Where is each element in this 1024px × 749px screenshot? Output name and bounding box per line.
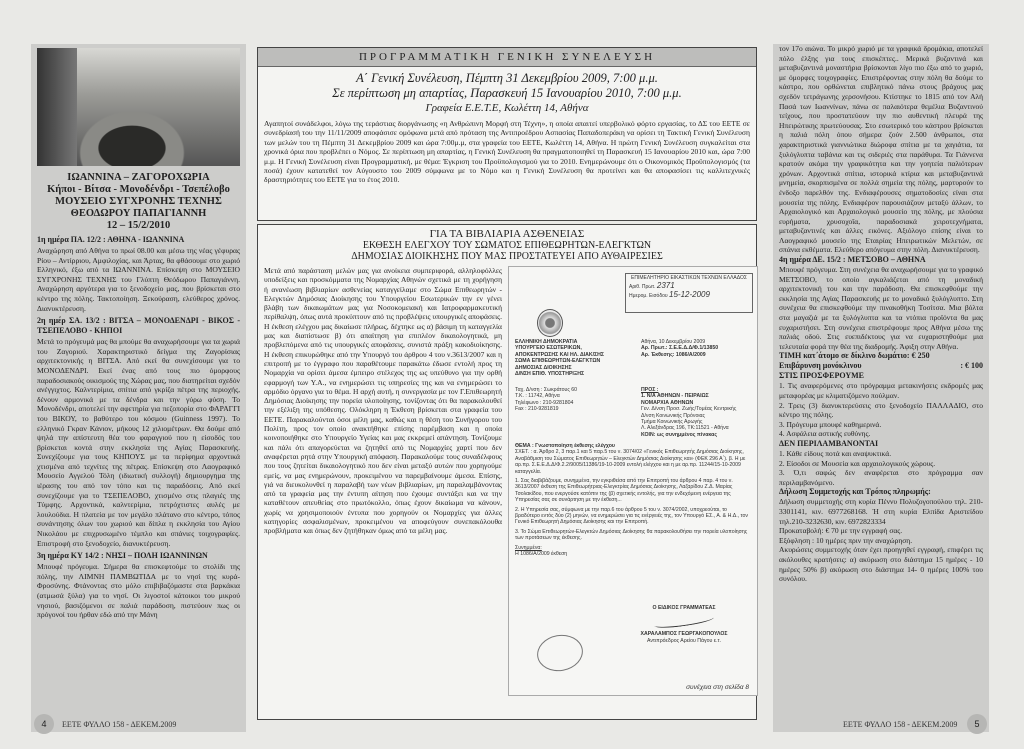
excluded-heading: ΔΕΝ ΠΕΡΙΛΑΜΒΑΝΟΝΤΑΙ (779, 438, 879, 448)
assembly-date-line: Α΄ Γενική Συνέλευση, Πέμπτη 31 Δεκεμβρίου 2009, 7:00 μ.μ. (356, 71, 658, 85)
footer-right: ΕΕΤΕ ΦΥΛΛΟ 158 - ΔΕΚΕΜ.2009 (843, 720, 958, 729)
itinerary (37, 235, 240, 620)
day2-heading: 2η ημέρ ΣΑ. 13/2 : ΒΙΤΣΑ – ΜΟΝΟΔΕΝΔΡΙ - ΒΙΚΟΣ - ΤΣΕΠΕΛΟΒΟ - ΚΗΠΟΙ (37, 316, 240, 336)
trip-dates: 12 – 15/2/2010 (106, 220, 171, 231)
terms-text: Δήλωση συμμετοχής στη κυρία Πέννυ Πολυζογοπούλου τηλ. 210-3301141, κιν. 6977268168. Ή στη κυρία Ελπίδα Αριστείδου τηλ.210-3232630, κιν. 6972823334 (779, 497, 983, 526)
right-text (779, 44, 983, 584)
day3-text: Μπουφέ πρόγευμα. Σήμερα θα επισκεφτούμε το στολίδι της πόλης, την ΛΙΜΝΗ ΠΑΜΒΩΤΙΔΑ με το νησί της κυρά-Φροσύνης. Φτάνοντας στο μόλο επιβιβαζόμαστε στα βαρκάκια (ατμωσά ξύλα) για το νησί. Οι λιγοστοί κάτοικοι του μικρού νησιού, βασιζόμενοι σε παλιά παράδοση, πιστεύουν πως οι πρόγονοί του ήρθαν εδώ από την Μάνη (37, 562, 240, 620)
day1-heading: 1η ημέρα ΠΑ. 12/2 : ΑΘΗΝΑ - ΙΩΑΝΝΙΝΑ (37, 235, 185, 244)
day2-text: Μετά το πρόγευμά μας θα μπούμε θα αναχωρήσουμε για τα χωριά του Ζαγοριού. Χαρακτηριστικό δείγμα της Ζαγορίσιας αρχιτεκτονικής η ΒΙΤΣΑ. Από εκεί θα συνεχίσουμε για το ΜΟΝΟΔΕΝΔΡΙ. Εκεί ένας από τους πιο όμορφους παραδοσιακούς οικισμούς της Χώρας μας, που διατηρείται σχεδόν ανέγγιχτος. Καλντερίμια, σπίτια από γκρίζα πέτρα της περιοχής, δένουν αρμονικά με τα δένδρα και την γύρω φύση. Το Μονοδένδρι, αποτελεί την αφετηρία για πεζοπορία στο ΦΑΡΑΓΓΙ του ΒΙΚΟΥ, το βαθύτερο του κόσμου (Guinness 1997). Το ελληνικό Γκραν Κάνιον, μήκους 12 χιλιομέτρων. Θα δούμε από ψηλά την απίστευτη θέα του φαραγγιού που η είσοδός του βρίσκεται κοντά στην εκκλησία της Αγίας Παρασκευής. Συνεχίζουμε για τους ΚΗΠΟΥΣ με τα περίφημα αρχοντικά χτισμένα από τεχνίτες της πέτρας. Επίσκεψη στο Λαογραφικό Μουσείο Αγγελού Τόλη (ιδιωτική συλλογή) δημιουργημα της ιέρασης του από τον τόπο και τις παραδόσεις. Από εκεί συνεχίζουμε για το ΤΣΕΠΕΛΟΒΟ, χτισμένο στις πλαγιές της Τύμφης. Αρχοντικά, καλντερίμια, πετρόχτιστες αυλές με λουλούδια. Η πλατεία με τον μεγάλο πλάτανο στο κέντρο, τόπος συνάντησης όλων του χωριού και δίπλα η εκκλησία του Αγίου Νικολάου με επιχρυσωμένο τέμπλο και σπάνιες τοιχογραφίες. Επιστροφή στο ξενοδοχείο, διανυκτέρευση. (37, 337, 240, 548)
left-column (31, 44, 246, 732)
included-heading: ΣΤΙΣ ΠΡΟΣΦΕΡΟΥΜΕ (779, 371, 865, 381)
continues-note: συνέχεια στη σελίδα 8 (686, 683, 749, 691)
footer-left: ΕΕΤΕ ΦΥΛΛΟ 158 - ΔΕΚΕΜ.2009 (62, 720, 177, 729)
day4-text: Μπουφέ πρόγευμα. Στη συνέχεια θα αναχωρήσουμε για το γραφικό ΜΕΤΣΟΒΟ, το οποίο αγκαλιάζεται από τη μοναδική αρχιτεκτονική του και την παράδοση. Θα επισκεφθούμε την εκκλησία της Αγίας Παρασκευής με το μοναδικό ξυλόγλυπτο. Στη συνέχεια θα επισκεφθούμε την πινακοθήκη Τοσίτσα. Μια βόλτα στα μαγαζιά με τα ξυλόγλυπτα και τα ντόπια προϊόντα θα μας ευχαριστήσει. Στη συνέχεια επιστρέφουμε προς Αθήνα μέσω της παλιάς οδού. Στις ευεπιδέκτους για να ευχαριστηθούμε μια τελευταία φορά την θέα της διαδρομής. Άφιξη στην Αθήνα. (779, 265, 983, 351)
stamp-title: ΕΠΙΜΕΛΗΤΗΡΙΟ ΕΙΚΑΣΤΙΚΩΝ ΤΕΧΝΩΝ ΕΛΛΑΔΟΣ (630, 275, 747, 281)
recipient-block: ΠΡΟΣ : 1. Ν/Α ΑΘΗΝΩΝ - ΠΕΙΡΑΙΩΣ ΝΟΜΑΡΧΙΑ ΑΘΗΝΩΝ Γεν. Δ/νση Προσ. Ζωής/Τομέας Κεντρικής Δ/νση Κοινωνικής Πρόνοιας Τμήμα Κοινωνικής Αρωγής Λ. Αλεξάνδρας 196, ΤΚ:11521 - Αθήνα ΚΟΙΝ: ως συνημμένος πίνακας (641, 387, 737, 438)
books-subtitle: ΔΗΜΟΣΙΑΣ ΔΙΟΙΚΗΣΗΣ ΠΟΥ ΜΑΣ ΠΡΟΣΤΑΤΕΥΕΙ ΑΠΟ ΑΥΘΑΙΡΕΣΙΕΣ (351, 251, 663, 262)
assembly-venue-line: Γραφεία Ε.Ε.Τ.Ε, Κωλέττη 14, Αθήνα (425, 102, 589, 114)
books-title: ΓΙΑ ΤΑ ΒΙΒΛΙΑΡΙΑ ΑΣΘΕΝΕΙΑΣ (429, 228, 585, 240)
included-item: 2. Τρεις (3) διανυκτερεύσεις στο ξενοδοχείο ΠΑΛΛΑΔΙΟ, στο κέντρο της πόλης. (779, 400, 983, 420)
trip-title-line: ΜΟΥΣΕΙΟ ΣΥΓΧΡΟΝΗΣ ΤΕΧΝΗΣ (55, 196, 222, 207)
price-heading: ΤΙΜΗ κατ΄άτομο σε δίκλινο δωμάτιο: € 250 (779, 351, 930, 361)
document-body: ΘΕΜΑ : Γνωστοποίηση έκθεσης ελέγχου ΣΧΕΤ. : α. Άρθρο 2, 3 παρ.1 και 5 παρ.5 του ν. 3074/02 «Γενικός Επιθεωρητής Δημόσιας Διοίκησης, Αναβάθμιση του Σώματος Επιθεωρητών – Ελεγκτών Δημόσιας Διοίκησης και» (ΦΕΚ 296 Α΄). β. Η με αρ.πρ. Σ.Ε.Ε.Δ.Δ/Φ.2.2/9005/11386/19-10-2009 εντολή ελέγχου και η με αρ.πρ. 11244/15-10-2009 καταγγελία. 1. Σας διαβιβάζουμε, συνημμένα, την εγκριθείσα από την Επιτροπή του άρθρου 4 παρ. 4 του ν. 3613/2007 έκθεση της Επιθεωρήτριας-Ελεγκτρίας Δημόσιας Διοίκησης, Λαζαρίδου Ζ.Δ. Μαρίας Τσολακίδου, που ενεργούσε κατόπιν της (β) σχετικής εντολής, για την ενδεχόμενη ενέργεια της Υπηρεσίας σας σε συνάρτηση με την έκθεση... 2. Η Υπηρεσία σας, σύμφωνα με την παρ.6 του άρθρου 5 του ν. 3074/2002, υποχρεούται, το βραδύτερο εντός δύο (2) μηνών, να ενημερώσει για τις ενέργειές της, τον Υπουργό ΕΣ., Α. & Η.Δ., τον Γενικό Επιθεωρητή Δημόσιας Διοίκησης και την Επιτροπή. 3. Το Σώμα Επιθεωρητών-Ελεγκτών Δημόσιας Διοίκησης θα παρακολουθήσει την πορεία υλοποίησης των προτάσεων της έκθεσης. Συνημμένα: Η 1086/Α/2009 έκθεση (515, 443, 749, 558)
stamp-date-row: Ημερομ. Εισόδου 15-12-2009 (629, 290, 710, 299)
excluded-item: 1. Κάθε είδους ποτά και αναψυκτικά. (779, 448, 892, 458)
books-box (257, 224, 757, 720)
bridge-photo (37, 48, 240, 166)
included-item: 3. Πρόγευμα μπουφέ καθημερινά. (779, 419, 882, 429)
right-column (773, 44, 989, 732)
assembly-text (258, 116, 756, 188)
middle-column (253, 44, 761, 732)
trip-title (37, 172, 240, 232)
books-heading (258, 225, 756, 266)
official-seal (534, 631, 586, 674)
day1-text: Αναχώρηση από Αθήνα το πρωί 08.00 και μέσω της νέας γέφυρας Ρίου – Αντίρριου, Αμφιλοχίας, και Άρτας, θα φθάσουμε στο χωριό Ελληνικό, έξω από τα ΙΩΑΝΝΙΝΑ. Επίσκεψη στο ΜΟΥΣΕΙΟ ΣΥΓΧΡΟΝΗΣ ΤΕΧΝΗΣ του Γλύπτη Θεόδωρου Παπαγιάννη. Αναχώρηση αργότερα για το ξενοδοχείο μας, που βρίσκεται στο κέντρο της πόλης. Τακτοποίηση. Ξεκούραση, ελεύθερος χρόνος. Διανυκτέρευση. (37, 246, 240, 313)
day3-continued-text: τον 17ο αιώνα. Το μικρό χωριό με τα γραφικά δρομάκια, αποτελεί πόλο έλξης για τους επισκέπτες.. Μερικά βυζαντινά και μεταβυζαντινά μοναστήρια βρίσκονται λίγο πιο έξω από το χωριό, με όμορφες τοιχογραφίες. Επιστρέφοντας στην πόλη θα δούμε το κάστρο, που ορθώνεται επιβλητικό πάνω στους βράχους μας σχεδόν τετράγωνης χερσονήσου. Κτίστηκε το 1815 από τον Αλή Πασά των Ιωαννίνων, πάνω σε παλαιότερα θεμέλια Βυζαντινού τείχους, που προστατεύουν την πιο αυθεντική πλευρά της Ηπειρώτικης πρωτεύουσας. Στο εσωτερικό του κάστρου βρίσκεται η παλιά πόλη όπου σήμερα ζούν 2.500 άνθρωποι, στα χαρακτηριστικά γιαννιώτικα διώροφα σπίτια με τα χαγιάτια, τα ξυλόγλυπτα ταβάνια και τις σιδεριές στα παράθυρα. Τα Γιάννενα κρατούν ακόμα την γραφικότητα και την γοητεία παλιότερων χρόνων. Αρχοντικά σπίτια, ιστορικά κτίρια και μεταβυζαντινά μνημεία, σκορπισμένα σε πολλά σημεία της πόλης, μαρτυρούν το ένδοξο παρελθόν της. Ενδιαφέρουσες σηματοδοσίες είναι στα μουσεία της πόλης. Ενδιαφέρον παρουσιάζουν μεταξύ άλλων, το Αρχαιολογικό και Αρχαιολογικό μουσείο της πόλης, με πλούσια ευρήματα, χρυσοχοΐα, παραδοσιακά χειροτεχνήματα, μεταβυζαντινές και άλλες εικόνες. Αξιόλογο επίσης είναι το Λαογραφικό μουσείο της Εταιρίας Ηπειρωτικών Μελετών, σε σπάνια εκθέματα. Ελεύθερο απόγευμα στην πόλη. Διανυκτέρευση. (779, 44, 983, 255)
day3-heading: 3η ημέρα ΚΥ 14/2 : ΝΗΣΙ – ΠΟΛΗ ΙΩΑΝΝΙΝΩΝ (37, 551, 208, 561)
remaining-text: Εξόφληση : 10 ημέρες πριν την αναχώρηση. (779, 535, 913, 545)
assembly-alt-date-line: Σε περίπτωση μη απαρτίας, Παρασκευή 15 Ιανουαρίου 2010, 7:00 μ.μ. (332, 86, 682, 100)
sender-block: ΕΛΛΗΝΙΚΗ ΔΗΜΟΚΡΑΤΙΑ ΥΠΟΥΡΓΕΙΟ ΕΣΩΤΕΡΙΚΩΝ, ΑΠΟΚΕΝΤΡΩΣΗΣ ΚΑΙ ΗΛ. ΔΙΑΚ/ΣΗΣ ΣΩΜΑ ΕΠΙΘΕΩΡΗΤΩΝ-ΕΛΕΓΚΤΩΝ ΔΗΜΟΣΙΑΣ ΔΙΟΙΚΗΣΗΣ Δ/ΝΣΗ ΕΠΙΘ. ΥΠΟΣΤΗΡΙΞΗΣ (515, 339, 605, 378)
signature-block: Ο ΕΙΔΙΚΟΣ ΓΡΑΜΜΑΤΕΑΣ ΧΑΡΑΛΑΜΠΟΣ ΓΕΩΡΓΑΚΟΠΟΥΛΟΣ Αντιπρόεδρος Αρείου Πάγου ε.τ. (619, 605, 749, 644)
assembly-banner: ΠΡΟΓΡΑΜΜΑΤΙΚΗ ΓΕΝΙΚΗ ΣΥΝΕΛΕΥΣΗ (258, 48, 756, 67)
state-emblem-icon (537, 309, 563, 337)
signature-mark (619, 611, 749, 631)
trip-title-line: ΙΩΑΝΝΙΝΑ – ΖΑΓΟΡΟΧΩΡΙΑ (67, 172, 210, 183)
date-block: Αθήνα, 10 Δεκεμβρίου 2009 Αρ. Πρωτ.: Σ.Ε.Ε.Δ.Δ/Φ.1/13850 Αρ. Έκθεσης: 1086/A/2009 (641, 339, 719, 358)
books-subtitle: ΕΚΘΕΣΗ ΕΛΕΓΧΟΥ ΤΟΥ ΣΩΜΑΤΟΣ ΕΠΙΘΕΩΡΗΤΩΝ-ΕΛΕΓΚΤΩΝ (362, 240, 652, 251)
address-block: Ταχ. Δ/νση : Σωκράτους 60 Τ.Κ. : 11742, Αθήνα Τηλέφωνο : 210-9281804 Fax : 210-9281819 (515, 387, 578, 413)
books-text (264, 266, 502, 538)
excluded-item: 2. Είσοδοι σε Μουσεία και αρχαιολογικούς χώρους. (779, 458, 936, 468)
assembly-box (257, 47, 757, 221)
protocol-stamp (625, 273, 753, 313)
deposit-text: Προκαταβολή: € 70 με την εγγραφή σας. (779, 526, 903, 536)
terms-heading: Δήλωση Συμμετοχής και Τρόπος πληρωμής: (779, 487, 931, 497)
assembly-paragraph: Αγαπητοί συνάδελφοι, λόγω της τεράστιας διοργάνωσης «η Ανθρώπινη Μορφή στη Τέχνη», η οποία απαιτεί υπερβολικό φόρτο εργασίας, το ΔΣ του ΕΕΤΕ σε συνεδρίασή του την 11/11/2009 αποφάσισε ομόφωνα μετά από πρόταση της Αντιπροέδρου Ασπασίας Παπαδοπεράκη να ορίσει τη Τακτική Γενική Συνέλευση των μελών του τη Πέμπτη 31 Δεκεμβρίου 2009 και ώρα 7:00μ.μ, στα γραφεία του ΕΕΤΕ, Κωλέττη 14, Αθήνα. Η πρώτη Γενική Συνέλευση συγκαλείται στα χρονικά όρια που προβλέπει ο Νόμος. Σε περίπτωση μη απαρτίας, η Γενική Συνέλευση θα πραγματοποιηθεί τη Παρασκευή 15 Ιανουαρίου 2010 και, ώρα 7:00 μ.μ. Η Γενική Συνέλευση είναι Προγραμματική, με θέμα: Έγκριση του Προϋπολογισμού για το 2010. Ενημερώνουμε ότι ο Οικονομικός Προϋπολογισμός (τα ποσά) έχουν κατατεθεί τον Αύγουστο του 2009 σύμφωνα με το Νόμο και η Γενική Συνέλευση θα προτείνει και θα αποφασίσει τις καλλιτεχνικές δραστηριότητες του ΕΕΤΕ για το έτος 2010. (264, 119, 750, 185)
included-item: 1. Τις αναφερόμενες στο πρόγραμμα μετακινήσεις εκδρομές μας μεταφορέας με κλιματιζόμενο πούλμαν. (779, 381, 983, 400)
included-item: 4. Ασφάλεια αστικής ευθύνης. (779, 429, 871, 439)
excluded-item: 3. Ό,τι σαφώς δεν αναφέρεται στο πρόγραμμα σαν περιλαμβανόμενο. (779, 468, 983, 487)
assembly-heading (258, 71, 756, 116)
single-supplement: Επιβάρυνση μονόκλινου : € 100 (779, 361, 983, 371)
cancellation-text: Ακυρώσεις συμμετοχής όταν έχει προηγηθεί εγγραφή, επιφέρει τις ακόλουθες κρατήσεις: α) ακύρωση στο διάστημα 15 ημέρες - 10 ημέρες 50% β) ακύρωση στο διάστημα 14- 0 ημέρες 100% του συνόλου. (779, 545, 983, 584)
books-paragraph: Μετά από παράσταση μελών μας για ανοίκεια συμπεριφορά, αλληλοφόλλες υποδείξεις και προσκόμματα της Νομαρχίας Αθηνών σχετικά με τη χορήγηση ή ανανέωση βιβλιαρίων ασθενείας καταγγείλαμε στο Σώμα Επιθεωρητών - Ελεγκτών Δημόσιας Διοίκησης του Υπουργείου Εσωτερικών την εν γένει βλάβη των δικαιωμάτων μας για Νοσοκομειακή και Ιατροφαρμακευτική περίθαλψη, όπως αυτά προκύπτουν από τις προβλέψεις υπουργικές αποφάσεις. Η έκθεση ελέγχου μας δικαίωσε πλήρως, δέχτηκε ως α) βάσιμη τη καταγγελία μας και διαπίστωσε β) ότι απαίτηση για επιπλέον δικαιολογητικά, μη προβλεπόμενα από τις υπουργικές αποφάσεις, συνιστά πράξη κακοδιοίκησης. Η έκθεση επικυρώθηκε από την Υπουργό του άρθρου 4 του ν.3613/2007 και η επιτροπή με το έγγραφο που παραθέτουμε παρακάτω έδωσε εντολή προς τη Νομαρχία να ορίσει άμεσα έμπειρο στέλεχος της ως υπεύθυνο για την ορθή εφαρμογή των Υ.Α., να ενημερώσει τις υπηρεσίες της και να ενημερώσει το αρμόδιο όργανο για το θέμα. Η αρχή αυτή, η συνεργασία με τον Γ.Επιθεωρητή Δημόσιας Διοίκησης την πορεία υλοποίησης, τονίζοντας ότι θα παρακολουθεί την εξέλιξη της υπόθεσης. Ολόκληρη η Έκθεση βρίσκεται στα γραφεία του ΕΕΤΕ. Παρακαλούνται όσοι μέλη μας, καθώς και η θέση του Συνήγορου του Πολίτη, προς τον οποίο ανακτήθηκε επίσης παρέμβαση και η οποία κοινοποιήθηκε στο Υπουργείο Υγείας και μας εκκρεμεί απάντηση. Τονίζουμε και πάλι ότι απαγορεύεται να ζητηθεί από τις Νομαρχίες χαρτί που δεν αναφέρεται ρητά στην Υπουργική απόφαση. Παρακαλούμε τους συναδέλφους που τους ζητείται δικαιολογητικό που δεν είναι μεταξύ αυτών που χορηγούμε εμείς, να μας ενημερώνουν, προκειμένου να παρεμβαίνουμε άμεσα. Επίσης, γιά να διευκολυνθεί η παραλαβή των νέων βιβλιαρίων, μη παραλαμβάνοντας από τα γραφεία μας την έντυπη αίτηση που έχουμε συντάξει και να την καταθέτουν απευθείας στο πρωτόκολλο, όπως έχουν δικαίωμα να κάνουν, χωρίς να χρησιμοποιούν έντυπα που χορηγούν οι Νομαρχίες για άλλες κατηγορίες ασφαλισμένων, προκειμένου να αποφεύγουν συνεπακόλουθα προβλήματα και όπως δεν ζητήθηκαν όμως από τα μέλη μας. (264, 266, 502, 536)
page-number-right: 5 (967, 714, 987, 734)
day4-heading: 4η ημέρα ΔΕ. 15/2 : ΜΕΤΣΟΒΟ – ΑΘΗΝΑ (779, 255, 926, 265)
official-document (508, 266, 758, 696)
trip-title-line: Κήποι - Βίτσα - Μονοδένδρι - Τσεπέλοβο (47, 184, 230, 195)
page-number-left: 4 (34, 714, 54, 734)
stamp-number-row: Αριθ. Πρωτ. 2371 (629, 281, 675, 290)
trip-title-line: ΘΕΟΔΩΡΟΥ ΠΑΠΑΓΙΑΝΝΗ (70, 208, 207, 219)
